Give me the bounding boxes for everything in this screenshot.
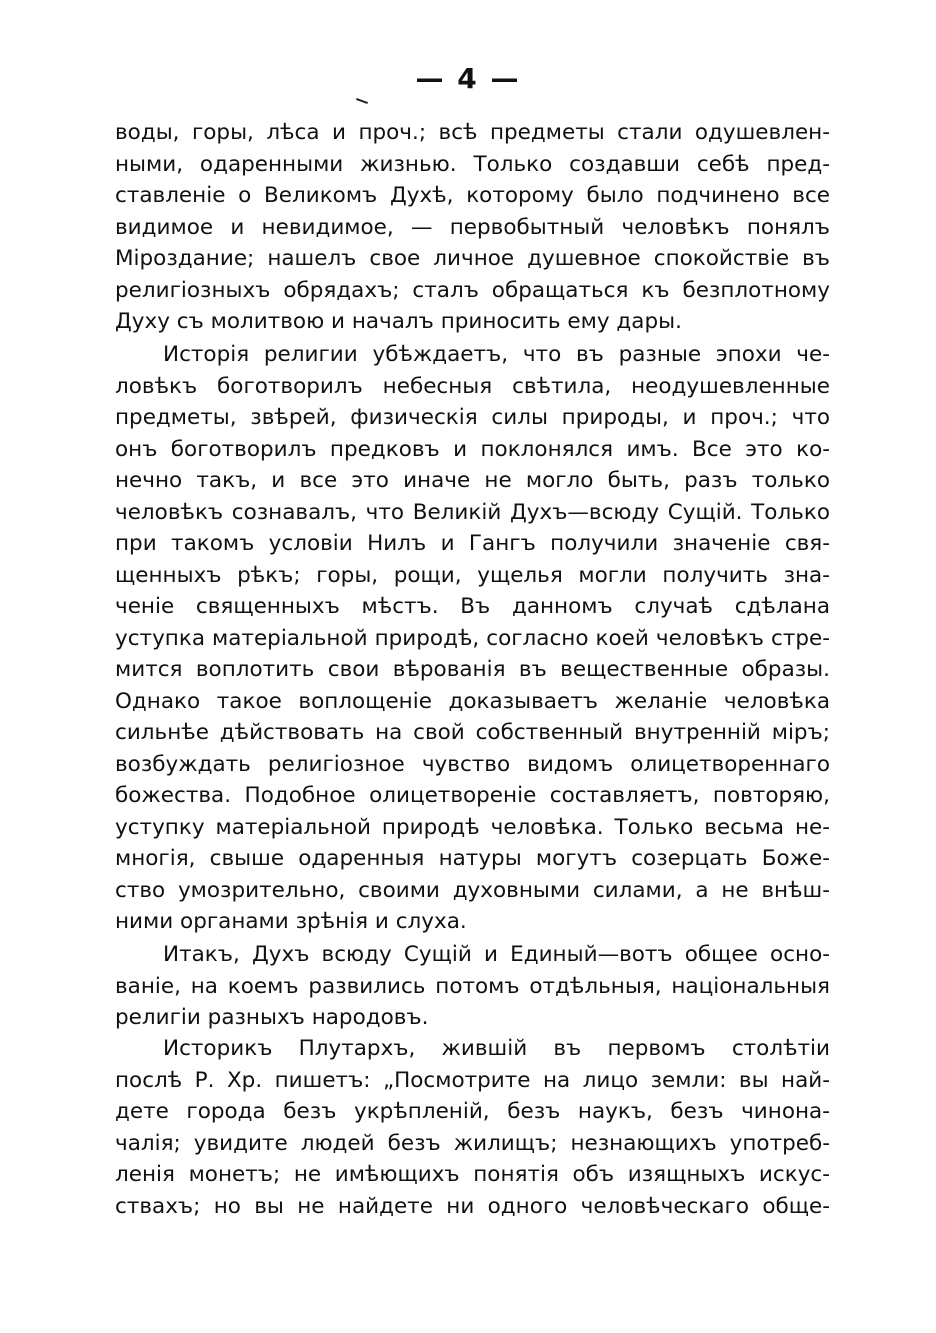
text-line: видимое и невидимое, — первобытный человѣкъ понялъ	[115, 214, 830, 240]
ink-mark	[356, 98, 368, 104]
text-line: чалія; увидите людей безъ жилищъ; незнающихъ употреб-	[115, 1130, 830, 1156]
text-line: Итакъ, Духъ всюду Сущій и Единый—вотъ общее осно-	[163, 942, 830, 967]
text-line: ченіе священныхъ мѣстъ. Въ данномъ случаѣ сдѣлана	[115, 594, 830, 619]
text-line: ствахъ; но вы не найдете ни одного человѣческаго обще-	[115, 1193, 830, 1219]
text-line: при такомъ условіи Нилъ и Гангъ получили значеніе свя-	[115, 531, 830, 556]
text-line: Исторія религии убѣждаетъ, что въ разные эпохи че-	[163, 342, 830, 367]
text-line: нечно такъ, и все это иначе не могло быть, разъ только	[115, 468, 830, 493]
text-line: божества. Подобное олицетвореніе составляетъ, повторяю,	[115, 783, 830, 808]
text-line: предметы, звѣрей, физическія силы природы, и проч.; что	[115, 405, 830, 430]
text-line: Историкъ Плутархъ, жившій въ первомъ столѣтіи	[163, 1036, 830, 1061]
text-line: уступку матеріальной природѣ человѣка. Только весьма не-	[115, 814, 830, 840]
text-line: дете города безъ укрѣпленій, безъ наукъ, безъ чинона-	[115, 1099, 830, 1124]
text-line: онъ боготворилъ предковъ и поклонялся имъ. Все это ко-	[115, 436, 830, 462]
paragraph-4	[115, 1033, 830, 1222]
text-line: ными, одаренными жизнью. Только создавши себѣ пред-	[115, 151, 830, 177]
text-line: Духу съ молитвою и началъ приносить ему дары.	[115, 309, 682, 334]
text-line: религіи разныхъ народовъ.	[115, 1005, 429, 1030]
text-line: человѣкъ сознавалъ, что Великій Духъ—всюду Сущій. Только	[115, 499, 830, 525]
text-line: мится воплотить свои вѣрованія въ вещественные образы.	[115, 657, 830, 682]
text-line: ваніе, на коемъ развились потомъ отдѣльныя, національныя	[115, 973, 830, 999]
text-line: ними органами зрѣнія и слуха.	[115, 909, 467, 934]
page-number: — 4 —	[415, 62, 521, 95]
text-line: религіозныхъ обрядахъ; сталъ обращаться къ безплотному	[115, 277, 830, 303]
text-line: ство умозрительно, своими духовными силами, а не внѣш-	[115, 877, 830, 903]
text-line: щенныхъ рѣкъ; горы, рощи, ущелья могли получить зна-	[115, 562, 830, 588]
text-line: ловѣкъ боготворилъ небесныя свѣтила, неодушевленные	[115, 373, 830, 399]
text-line: Міроздание; нашелъ свое личное душевное спокойствіе въ	[115, 246, 830, 271]
paragraph-1	[115, 117, 830, 338]
text-line: уступка матеріальной природѣ, согласно коей человѣкъ стре-	[115, 625, 830, 651]
text-line: возбуждать религіозное чувство видомъ олицетвореннаго	[115, 751, 830, 777]
text-line: ставленіе о Великомъ Духѣ, которому было подчинено все	[115, 183, 830, 208]
text-line: сильнѣе дѣйствовать на свой собственный внутренній міръ;	[115, 720, 830, 745]
text-line: ленія монетъ; не имѣющихъ понятія объ изящныхъ искус-	[115, 1162, 830, 1187]
text-line: воды, горы, лѣса и проч.; всѣ предметы стали одушевлен-	[115, 120, 830, 145]
text-line: послѣ Р. Хр. пишетъ: „Посмотрите на лицо земли: вы най-	[115, 1067, 830, 1093]
text-line: Однако такое воплощеніе доказываетъ желаніе человѣка	[115, 688, 830, 714]
paragraph-3	[115, 939, 830, 1034]
paragraph-2	[115, 339, 830, 938]
text-line: многія, свыше одаренныя натуры могутъ созерцать Боже-	[115, 846, 830, 871]
